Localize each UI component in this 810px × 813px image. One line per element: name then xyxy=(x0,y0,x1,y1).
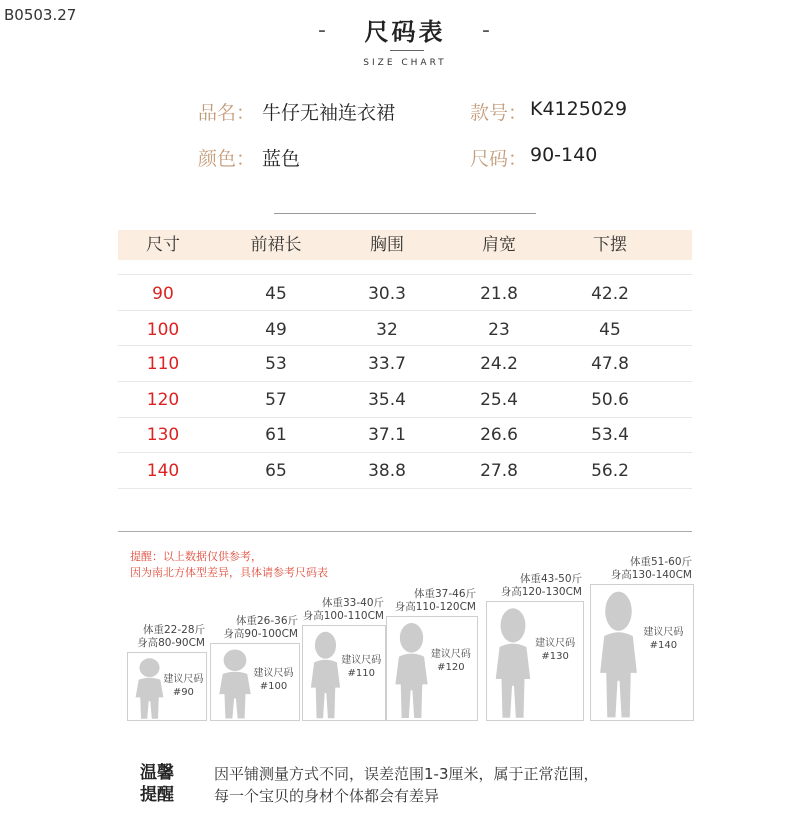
header-size: 尺寸 xyxy=(146,235,180,255)
product-code: B0503.27 xyxy=(4,6,77,24)
recommended-size: 建议尺码 #130 xyxy=(535,638,576,663)
row-divider xyxy=(118,417,692,418)
reminder-line-2: 因为南北方体型差异，具体请参考尺码表 xyxy=(130,566,328,579)
cell-shoulder: 25.4 xyxy=(480,390,518,410)
size-guide-card xyxy=(486,601,584,721)
cell-chest: 32 xyxy=(376,320,398,340)
page-title: 尺码表 xyxy=(364,18,446,46)
cell-shoulder: 26.6 xyxy=(480,425,518,445)
recommended-size: 建议尺码 #140 xyxy=(643,626,684,651)
child-silhouette-icon xyxy=(594,589,643,720)
header-chest: 胸围 xyxy=(370,235,404,255)
cell-shoulder: 27.8 xyxy=(480,461,518,481)
cell-shoulder: 21.8 xyxy=(480,284,518,304)
cell-chest: 38.8 xyxy=(368,461,406,481)
cell-size: 120 xyxy=(146,390,180,410)
size-guide-card xyxy=(302,625,386,721)
row-divider xyxy=(118,310,692,311)
cell-front-length: 53 xyxy=(265,354,287,374)
size-label: 尺码： xyxy=(470,148,528,170)
header-hem: 下摆 xyxy=(593,235,627,255)
cell-front-length: 45 xyxy=(265,284,287,304)
size-guide-card xyxy=(590,584,694,721)
cell-shoulder: 23 xyxy=(488,320,510,340)
row-divider xyxy=(118,381,692,382)
cell-shoulder: 24.2 xyxy=(480,354,518,374)
header-front-length: 前裙长 xyxy=(250,235,302,255)
size-guide-info: 体重33-40斤 身高100-110CM xyxy=(302,597,384,622)
size-guide-card xyxy=(127,652,207,721)
cell-size: 130 xyxy=(146,425,180,445)
size-guide-card xyxy=(210,643,300,721)
size-guide-card xyxy=(386,616,478,721)
section-divider xyxy=(118,531,692,532)
title-dash-left: - xyxy=(318,18,326,43)
row-divider xyxy=(118,488,692,489)
cell-hem: 56.2 xyxy=(591,461,629,481)
divider xyxy=(274,213,536,214)
cell-size: 110 xyxy=(146,354,180,374)
recommended-size: 建议尺码 #120 xyxy=(430,648,471,673)
row-divider xyxy=(118,274,692,275)
cell-size: 100 xyxy=(146,320,180,340)
color-label: 颜色： xyxy=(198,148,256,170)
sku-value: K4125029 xyxy=(530,98,628,120)
footer-note-line-2: 每一个宝贝的身材个体都会有差异 xyxy=(214,787,440,805)
size-guide-info: 体重51-60斤 身高130-140CM xyxy=(610,556,692,581)
cell-hem: 42.2 xyxy=(591,284,629,304)
cell-front-length: 57 xyxy=(265,390,287,410)
cell-hem: 45 xyxy=(599,320,621,340)
cell-hem: 50.6 xyxy=(591,390,629,410)
row-divider xyxy=(118,452,692,453)
cell-size: 90 xyxy=(152,284,174,304)
cell-front-length: 61 xyxy=(265,425,287,445)
size-guide-info: 体重26-36斤 身高90-100CM xyxy=(223,615,298,640)
recommended-size: 建议尺码 #110 xyxy=(341,655,382,680)
recommended-size: 建议尺码 #90 xyxy=(163,674,204,699)
size-guide-info: 体重43-50斤 身高120-130CM xyxy=(500,573,582,598)
footer-note-line-1: 因平铺测量方式不同，误差范围1-3厘米，属于正常范围， xyxy=(214,765,599,783)
color-value: 蓝色 xyxy=(262,148,301,170)
cell-chest: 35.4 xyxy=(368,390,406,410)
size-guide-info: 体重22-28斤 身高80-90CM xyxy=(137,624,205,649)
title-underline xyxy=(390,50,424,51)
header-shoulder: 肩宽 xyxy=(482,235,516,255)
cell-front-length: 65 xyxy=(265,461,287,481)
page-subtitle: SIZE CHART xyxy=(363,58,447,68)
cell-chest: 33.7 xyxy=(368,354,406,374)
size-range-value: 90-140 xyxy=(530,144,598,166)
name-label: 品名： xyxy=(198,102,256,124)
title-dash-right: - xyxy=(482,18,490,43)
cell-front-length: 49 xyxy=(265,320,287,340)
warm-reminder-title: 温馨 提醒 xyxy=(140,763,174,805)
cell-chest: 30.3 xyxy=(368,284,406,304)
name-value: 牛仔无袖连衣裙 xyxy=(262,102,396,124)
sku-label: 款号： xyxy=(470,102,528,124)
size-guide-info: 体重37-46斤 身高110-120CM xyxy=(394,588,476,613)
row-divider xyxy=(118,345,692,346)
cell-chest: 37.1 xyxy=(368,425,406,445)
reminder-line-1: 提醒：以上数据仅供参考， xyxy=(130,550,262,563)
recommended-size: 建议尺码 #100 xyxy=(253,667,294,692)
cell-hem: 47.8 xyxy=(591,354,629,374)
cell-hem: 53.4 xyxy=(591,425,629,445)
cell-size: 140 xyxy=(146,461,180,481)
